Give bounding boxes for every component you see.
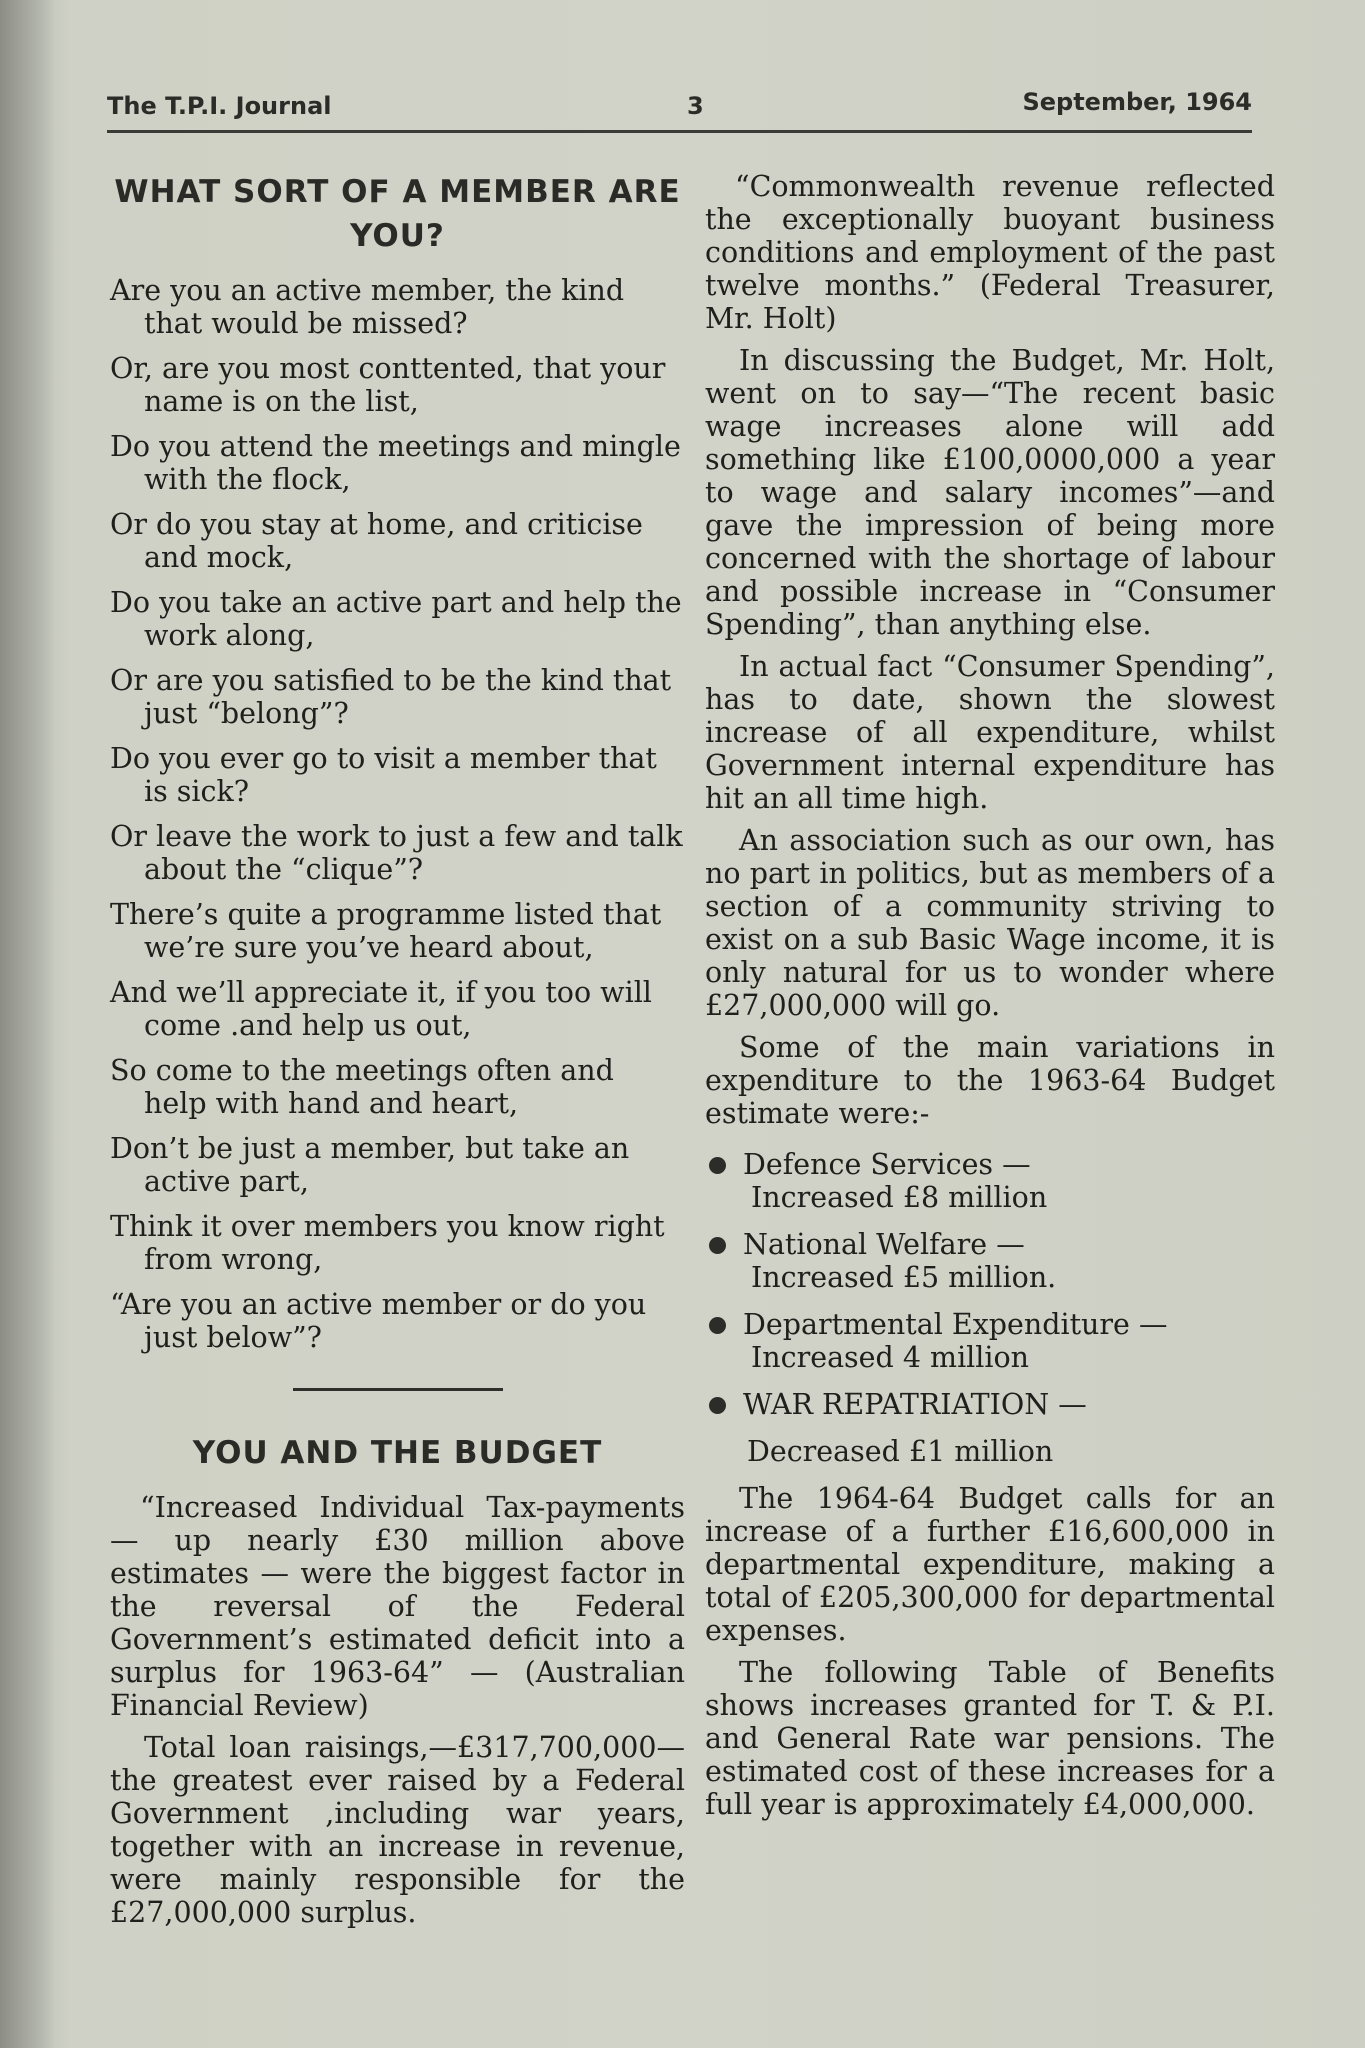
bullet-icon xyxy=(709,1157,726,1174)
poem-line: Think it over members you know right from wrong, xyxy=(110,1210,665,1276)
poem-line: There’s quite a programme listed that we’re sure you’ve heard about, xyxy=(110,898,662,964)
poem xyxy=(110,274,685,1354)
article-paragraph: Total loan raisings,—£317,700,000— the greatest ever raised by a Federal Government ,including war years, together with an increase in revenue, were mainly responsible for the £27,000,000 surplus. xyxy=(110,1731,685,1929)
variation-change: Increased 4 million xyxy=(751,1341,1030,1374)
article-paragraph: In actual fact “Consumer Spending”, has to date, shown the slowest increase of all expenditure, whilst Government internal expenditure has hit an all time high. xyxy=(705,650,1275,815)
running-head xyxy=(107,88,1252,128)
article-paragraph: The 1964-64 Budget calls for an increase of a further £16,600,000 in departmental expenditure, making a total of £205,300,000 for departmental expenses. xyxy=(705,1482,1275,1647)
budget-variations-list xyxy=(705,1148,1275,1468)
poem-line: Or do you stay at home, and criticise and mock, xyxy=(110,508,643,574)
variation-item: Departmental Expenditure — xyxy=(743,1308,1168,1341)
poem-line: Are you an active member, the kind that would be missed? xyxy=(110,274,625,340)
article-paragraph: Some of the main variations in expenditure to the 1963-64 Budget estimate were:- xyxy=(705,1031,1275,1130)
poem-line: Don’t be just a member, but take an active part, xyxy=(110,1132,630,1198)
list-item xyxy=(705,1228,1275,1294)
poem-line: Or leave the work to just a few and talk about the “clique”? xyxy=(110,820,683,886)
page-number: 3 xyxy=(687,92,704,120)
poem-line: Or are you satisfied to be the kind that just “belong”? xyxy=(110,664,672,730)
variation-change: Decreased £1 million xyxy=(747,1435,1054,1468)
section-divider xyxy=(293,1388,503,1391)
poem-line: Or, are you most conttented, that your name is on the list, xyxy=(110,352,666,418)
poem-line: So come to the meetings often and help with hand and heart, xyxy=(110,1054,614,1120)
article-paragraph: The following Table of Benefits shows increases granted for T. & P.I. and General Rate war pensions. The estimated cost of these increases for a full year is approximately £4,000,000. xyxy=(705,1656,1275,1821)
article-paragraph: “Increased Individual Tax-payments — up nearly £30 million above estimates — were the biggest factor in the reversal of the Federal Government’s estimated deficit into a surplus for 1963-64” — (Australian Financial Review) xyxy=(110,1491,685,1722)
list-item xyxy=(705,1388,1275,1468)
right-column xyxy=(705,170,1275,1830)
variation-item: WAR REPATRIATION — xyxy=(743,1388,1087,1421)
poem-title: WHAT SORT OF A MEMBER ARE YOU? xyxy=(114,174,681,254)
article-paragraph: In discussing the Budget, Mr. Holt, went on to say—“The recent basic wage increases alone will add something like £100,0000,000 a year to wage and salary incomes”—and gave the impression of being more concerned with the shortage of labour and possible increase in “Consumer Spending”, than anything else. xyxy=(705,344,1275,641)
variation-item: Defence Services — xyxy=(743,1148,1031,1181)
variation-item: National Welfare — xyxy=(743,1228,1025,1261)
journal-name: The T.P.I. Journal xyxy=(107,92,332,120)
bullet-icon xyxy=(709,1237,726,1254)
left-column xyxy=(110,170,685,1938)
poem-line: And we’ll appreciate it, if you too will come .and help us out, xyxy=(110,976,652,1042)
poem-line: Do you take an active part and help the work along, xyxy=(110,586,682,652)
article-paragraph: An association such as our own, has no part in politics, but as members of a section of a community striving to exist on a sub Basic Wage income, it is only natural for us to wonder where £27,000,000 will go. xyxy=(705,824,1275,1022)
variation-change: Increased £5 million. xyxy=(751,1261,1057,1294)
poem-line: Do you ever go to visit a member that is sick? xyxy=(110,742,657,808)
article-title: YOU AND THE BUDGET xyxy=(192,1435,603,1471)
list-item xyxy=(705,1308,1275,1374)
poem-line: Do you attend the meetings and mingle with the flock, xyxy=(110,430,681,496)
header-rule xyxy=(107,130,1252,133)
bullet-icon xyxy=(709,1317,726,1334)
variation-change: Increased £8 million xyxy=(751,1181,1048,1214)
list-item xyxy=(705,1148,1275,1214)
poem-line: “Are you an active member or do you just below”? xyxy=(110,1288,647,1354)
page-spine-shadow xyxy=(0,0,55,2048)
article-paragraph: “Commonwealth revenue reflected the exceptionally buoyant business conditions and employment of the past twelve months.” (Federal Treasurer, Mr. Holt) xyxy=(705,170,1275,335)
issue-date: September, 1964 xyxy=(1022,88,1252,116)
bullet-icon xyxy=(709,1397,726,1414)
